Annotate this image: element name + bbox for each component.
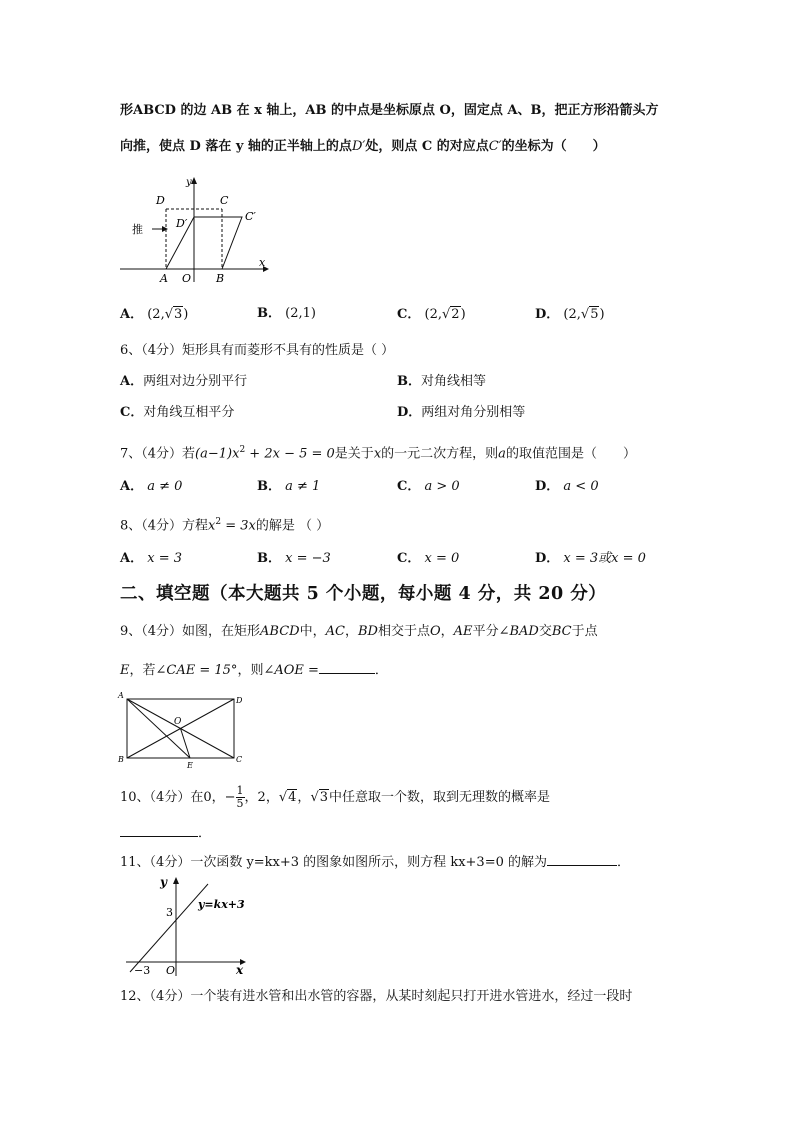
- q5-option-d-label: D．: [535, 307, 560, 322]
- q9-line1: [120, 622, 598, 642]
- q8-option-d-label: D．: [535, 551, 560, 566]
- q7-option-c[interactable]: [397, 477, 460, 497]
- q6-option-b[interactable]: [397, 372, 486, 392]
- q11-end: ．: [617, 855, 631, 870]
- sqrt-symbol: √3: [310, 790, 329, 805]
- q6-option-d-label: D．: [397, 405, 422, 420]
- q5-text-line2a: 向推，使点 D 落在 y 轴的正半轴上的点: [120, 139, 352, 154]
- q10-n0: 0: [203, 790, 212, 805]
- q7-eq: (a−1)x: [195, 446, 240, 462]
- q9-line2: [120, 659, 388, 681]
- q10-stem: [120, 784, 550, 812]
- q8-option-b-label: B．: [257, 551, 281, 566]
- q9-ask: ∠AOE =: [263, 663, 319, 678]
- q5-fig-label-D: D: [156, 194, 165, 207]
- q5-option-d[interactable]: [535, 305, 605, 325]
- q9-o: O: [429, 624, 441, 639]
- q10-end: ．: [198, 826, 212, 841]
- q9-answer-blank[interactable]: [319, 659, 375, 674]
- q5-option-a-label: A．: [120, 307, 144, 322]
- q7-option-b[interactable]: [257, 477, 320, 497]
- q11-fig-label-3: 3: [166, 906, 173, 919]
- q9-line2b: ，若: [129, 663, 156, 678]
- q12-stem: [120, 987, 632, 1007]
- q5-line1: [120, 101, 658, 121]
- q11-text: 11、（4分）一次函数 y=kx+3 的图象如图所示，则方程 kx+3=0 的解为: [120, 855, 547, 870]
- q6-option-c-value: 对角线互相平分: [143, 405, 235, 420]
- q6-option-a-label: A．: [120, 374, 144, 389]
- q5-fig-label-C: C: [220, 194, 229, 207]
- q11-fig-label-neg3: −3: [134, 964, 151, 977]
- q9-bc: BC: [551, 624, 572, 639]
- q5-fig-label-Dp: D′: [176, 217, 188, 230]
- q6-option-b-value: 对角线相等: [421, 374, 487, 389]
- q8-option-c[interactable]: [397, 549, 459, 569]
- q7-option-d-value: a < 0: [563, 479, 599, 494]
- q5-option-c-close: ): [460, 307, 466, 322]
- q8-option-c-value: x = 0: [424, 551, 460, 566]
- q7-stem: [120, 440, 636, 464]
- q5-fig-label-A: A: [160, 272, 168, 284]
- q9-line1f: 交: [538, 624, 552, 639]
- q9-fig-label-E: E: [187, 761, 193, 770]
- q5-text-line2b: 处，则点 C 的对应点: [365, 139, 489, 154]
- q8-prefix: 8、（4分）方程: [120, 518, 209, 534]
- q5-option-d-value: (2,: [563, 307, 581, 322]
- sqrt-symbol: √4: [278, 790, 297, 805]
- q7-prefix: 7、（4分）若: [120, 446, 196, 462]
- q5-option-a-value: (2,: [147, 307, 165, 322]
- q8-option-b-value: x = −3: [285, 551, 331, 566]
- q8-eq-rest: = 3x: [221, 518, 256, 534]
- q7-option-a[interactable]: [120, 477, 182, 497]
- q9-sep: ，: [344, 624, 358, 639]
- q9-fig-label-B: B: [118, 755, 124, 764]
- q12-text: 12、（4分）一个装有进水管和出水管的容器，从某时刻起只打开进水管进水，经过一段时: [120, 989, 633, 1004]
- q5-option-a[interactable]: [120, 305, 188, 325]
- q5-fig-label-B: B: [216, 272, 225, 284]
- q5-fig-label-y: y: [186, 177, 192, 188]
- q9-figure: [116, 690, 250, 770]
- q9-cond: ∠CAE = 15°: [155, 663, 238, 678]
- q11-stem: [120, 851, 630, 873]
- q9-rect: ABCD: [260, 624, 300, 639]
- q5-option-b-label: B．: [257, 306, 281, 321]
- q10-c3: ，: [265, 790, 279, 805]
- q11-answer-blank[interactable]: [547, 851, 617, 866]
- q5-option-b-value: (2,1): [285, 306, 316, 321]
- q5-option-b[interactable]: [257, 304, 316, 324]
- q6-option-a-value: 两组对边分别平行: [143, 374, 248, 389]
- q5-option-a-rad: 3: [174, 307, 183, 322]
- q8-option-a-label: A．: [120, 551, 144, 566]
- q8-option-c-label: C．: [397, 551, 421, 566]
- q7-mid2: 的一元二次方程，则: [381, 446, 499, 462]
- q6-option-b-label: B．: [397, 374, 421, 389]
- q7-var-a: a: [498, 446, 506, 462]
- q6-option-c-label: C．: [120, 405, 144, 420]
- q10-c2: ，: [244, 790, 258, 805]
- q9-line2a: E: [120, 663, 130, 678]
- q5-option-c[interactable]: [397, 305, 466, 325]
- q5-text-line2c: 的坐标为（ ）: [501, 139, 606, 154]
- q10-prefix: 10、（4分）在: [120, 790, 204, 805]
- q10-answer-blank[interactable]: [120, 822, 198, 837]
- q9-line1a: 9、（4分）如图，在矩形: [120, 624, 261, 639]
- q5-fig-label-push: 推: [132, 223, 143, 236]
- q10-n2: 2: [257, 790, 266, 805]
- q10-suffix: 中任意取一个数，取到无理数的概率是: [329, 790, 551, 805]
- q7-mid: 是关于: [334, 446, 374, 462]
- q8-stem: [120, 512, 329, 536]
- q8-option-d-value: x = 3或x = 0: [563, 551, 646, 566]
- section-heading: 二、填空题（本大题共 5 个小题，每小题 4 分，共 20 分）: [120, 584, 607, 604]
- q11-fig-label-func: y=kx+3: [198, 898, 245, 911]
- q9-line2d: ．: [374, 663, 388, 678]
- q5-cprime: C′: [488, 139, 502, 154]
- q8-eq-sup: 2: [215, 517, 222, 527]
- q7-option-c-label: C．: [397, 479, 421, 494]
- q9-line1d: ，: [440, 624, 454, 639]
- q7-option-c-value: a > 0: [424, 479, 460, 494]
- q7-option-d[interactable]: [535, 477, 599, 497]
- sqrt-symbol: √3: [164, 307, 183, 322]
- q8-option-b[interactable]: [257, 549, 331, 569]
- q5-option-d-rad: 5: [590, 307, 599, 322]
- q7-suffix: 的取值范围是（ ）: [505, 446, 636, 462]
- q9-ae: AE: [453, 624, 473, 639]
- q10-c1: ，: [211, 790, 225, 805]
- q7-var-x: x: [373, 446, 382, 462]
- q5-fig-label-x: x: [259, 256, 266, 269]
- q7-option-a-value: a ≠ 0: [147, 479, 183, 494]
- q9-angle-bad: ∠BAD: [498, 624, 539, 639]
- q9-fig-label-O: O: [174, 717, 182, 727]
- q9-bd: BD: [357, 624, 378, 639]
- q5-option-d-close: ): [599, 307, 605, 322]
- q9-ac: AC: [325, 624, 345, 639]
- q9-line1g: 于点: [571, 624, 598, 639]
- q5-option-c-rad: 2: [451, 307, 460, 322]
- q9-line2c: ，则: [237, 663, 264, 678]
- q6-option-d[interactable]: [397, 403, 525, 423]
- q10-c4: ，: [297, 790, 311, 805]
- q8-option-d[interactable]: [535, 549, 646, 569]
- q6-option-c[interactable]: [120, 403, 234, 423]
- q8-eq: x: [208, 518, 216, 534]
- sqrt-symbol: √5: [580, 307, 599, 322]
- q6-option-d-value: 两组对角分别相等: [421, 405, 526, 420]
- q10-r4: 4: [288, 790, 297, 805]
- q9-fig-label-D: D: [236, 696, 243, 705]
- q9-line1c: 相交于点: [377, 624, 430, 639]
- q5-text-line1: 形ABCD 的边 AB 在 x 轴上，AB 的中点是坐标原点 O，固定点 A、B，把正方形沿箭头方: [120, 103, 659, 118]
- q7-option-b-value: a ≠ 1: [285, 479, 321, 494]
- q5-option-a-close: ): [183, 307, 189, 322]
- q5-option-c-value: (2,: [424, 307, 442, 322]
- q5-fig-label-Cp: C′: [245, 210, 256, 223]
- q10-den: 5: [236, 797, 244, 810]
- q5-line2: [120, 137, 606, 157]
- q6-text: 6、（4分）矩形具有而菱形不具有的性质是（ ）: [120, 343, 395, 358]
- q11-fig-label-x: x: [236, 963, 244, 977]
- q10-fraction: [236, 785, 245, 810]
- q7-option-a-label: A．: [120, 479, 144, 494]
- q11-fig-label-O: O: [166, 964, 176, 977]
- q5-dprime: D′: [351, 139, 366, 154]
- q5-fig-label-O: O: [182, 272, 192, 284]
- q9-fig-label-C: C: [236, 755, 243, 764]
- q6-option-a[interactable]: [120, 372, 247, 392]
- q7-eq-rest: + 2x − 5 = 0: [245, 446, 335, 462]
- q7-option-d-label: D．: [535, 479, 560, 494]
- q11-fig-label-y: y: [160, 875, 167, 889]
- q8-option-a-value: x = 3: [147, 551, 182, 566]
- q10-neg: −: [224, 790, 236, 805]
- q9-fig-label-A: A: [118, 691, 124, 700]
- q10-num: 1: [236, 784, 244, 797]
- q8-suffix: 的解是 （ ）: [255, 518, 330, 534]
- q8-option-a[interactable]: [120, 549, 182, 569]
- q5-figure: [118, 172, 278, 284]
- q5-option-c-label: C．: [397, 307, 421, 322]
- q10-answer-line: [120, 822, 211, 844]
- q10-r3: 3: [319, 790, 329, 805]
- q6-stem: [120, 341, 394, 361]
- q11-figure: [122, 872, 252, 980]
- q9-line1e: 平分: [472, 624, 499, 639]
- q9-line1b: 中，: [299, 624, 326, 639]
- q7-option-b-label: B．: [257, 479, 281, 494]
- q7-eq-sup: 2: [239, 445, 246, 455]
- sqrt-symbol: √2: [441, 307, 460, 322]
